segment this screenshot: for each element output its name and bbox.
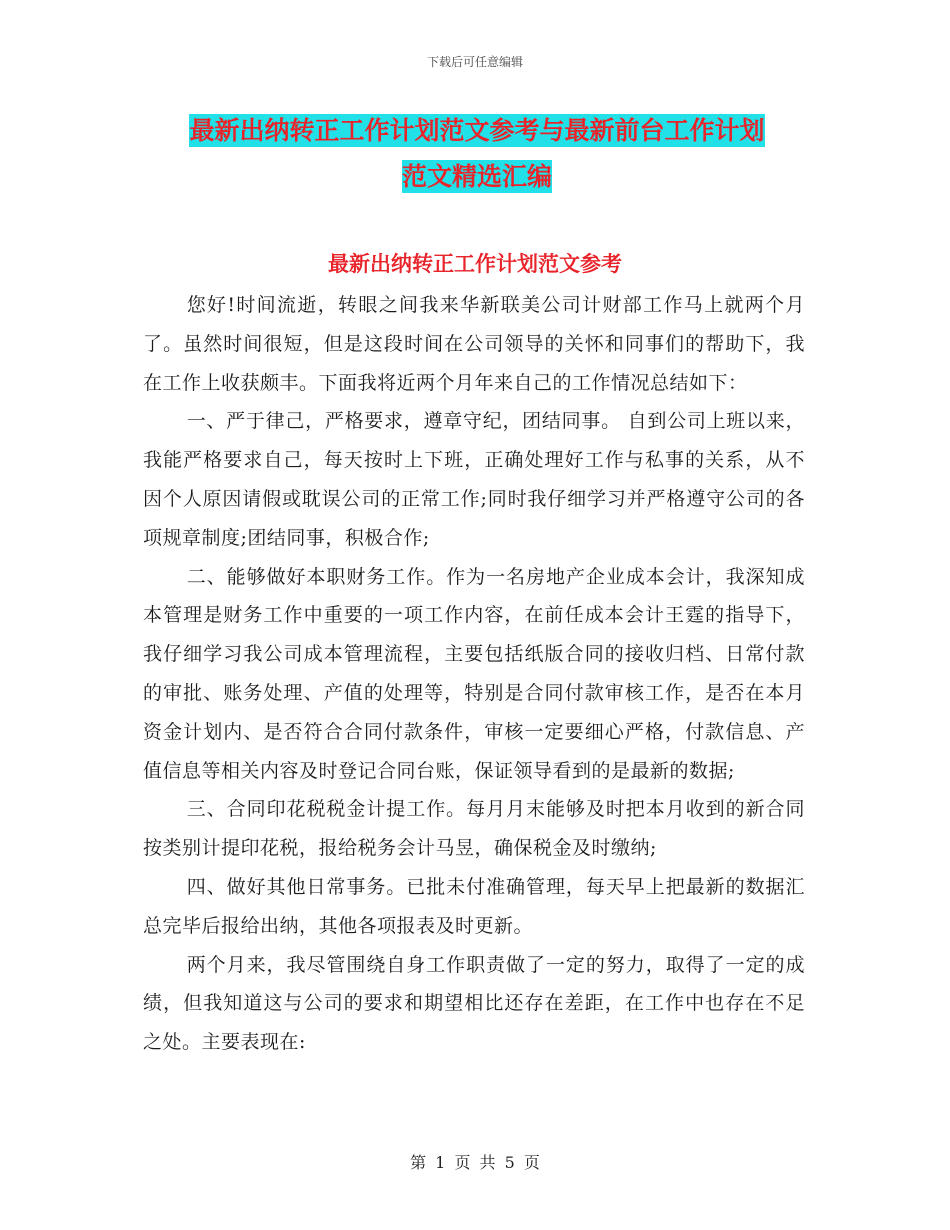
paragraph-4: 三、合同印花税税金计提工作。每月月末能够及时把本月收到的新合同按类别计提印花税，报给税务会计马昱，确保税金及时缴纳; [143,798,805,860]
paragraph-2: 一、严于律己，严格要求，遵章守纪，团结同事。 自到公司上班以来，我能严格要求自己，每天按时上下班，正确处理好工作与私事的关系，从不因个人原因请假或耽误公司的正常工作;同时我仔细学习并严格遵守公司的各项规章制度;团结同事，积极合作; [143,410,805,549]
body-text [143,286,805,1062]
document-title-line-1 [145,106,809,156]
paragraph-5: 四、做好其他日常事务。已批未付准确管理，每天早上把最新的数据汇总完毕后报给出纳，其他各项报表及时更新。 [143,875,805,937]
document-title-text-1: 最新出纳转正工作计划范文参考与最新前台工作计划 [189,116,765,145]
page-footer: 第 1 页 共 5 页 [410,1153,540,1172]
paragraph-6: 两个月来，我尽管围绕自身工作职责做了一定的努力，取得了一定的成绩，但我知道这与公司的要求和期望相比还存在差距，在工作中也存在不足之处。主要表现在: [143,953,805,1054]
document-title-text-2: 范文精选汇编 [401,162,552,191]
header-note: 下载后可任意编辑 [426,55,523,69]
paragraph-1: 您好!时间流逝，转眼之间我来华新联美公司计财部工作马上就两个月了。虽然时间很短，但是这段时间在公司领导的关怀和同事们的帮助下，我在工作上收获颇丰。下面我将近两个月年来自己的工作情况总结如下： [143,294,805,394]
section-title: 最新出纳转正工作计划范文参考 [328,252,622,276]
paragraph-3: 二、能够做好本职财务工作。作为一名房地产企业成本会计，我深知成本管理是财务工作中重要的一项工作内容，在前任成本会计王霆的指导下，我仔细学习我公司成本管理流程，主要包括纸版合同的接收归档、日常付款的审批、账务处理、产值的处理等，特别是合同付款审核工作，是否在本月资金计划内、是否符合合同付款条件，审核一定要细心严格，付款信息、产值信息等相关内容及时登记合同台账，保证领导看到的是最新的数据; [143,565,805,782]
document-title-line-2 [145,152,809,202]
